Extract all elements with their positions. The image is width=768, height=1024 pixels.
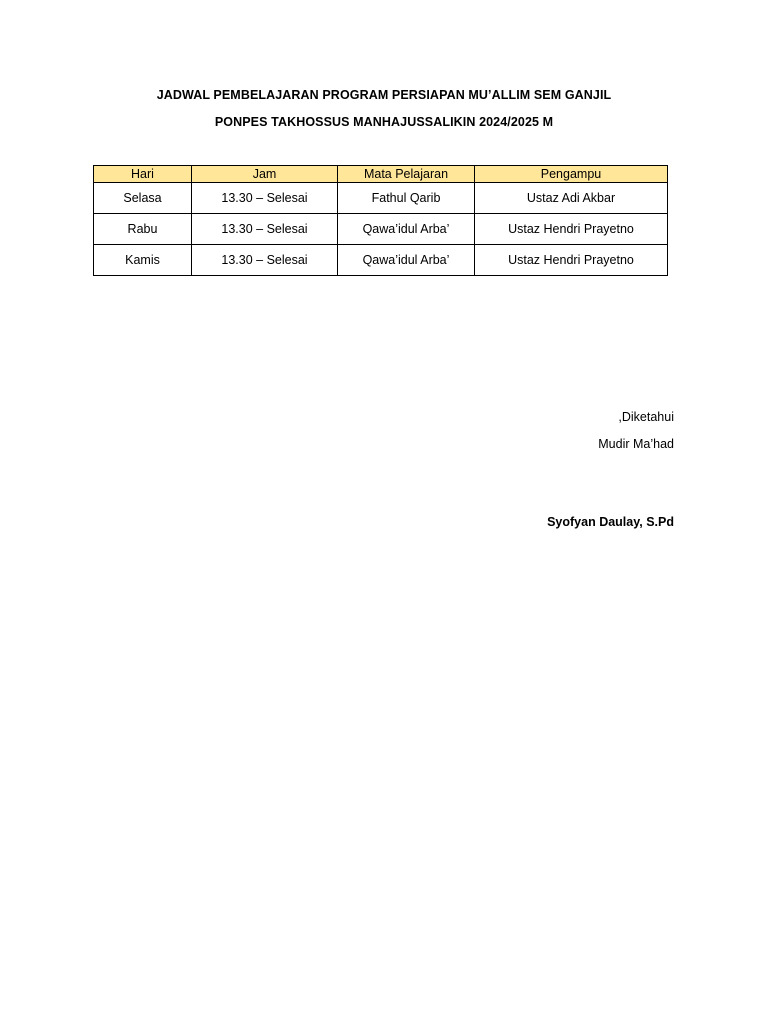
cell-hari: Selasa xyxy=(94,183,192,214)
cell-jam: 13.30 – Selesai xyxy=(192,214,338,245)
cell-mata-pelajaran: Qawa’idul Arba’ xyxy=(338,245,475,276)
signature-position: Mudir Ma’had xyxy=(598,437,674,451)
cell-mata-pelajaran: Qawa’idul Arba’ xyxy=(338,214,475,245)
table-header-row xyxy=(94,166,668,183)
cell-pengampu: Ustaz Hendri Prayetno xyxy=(475,214,668,245)
column-header-hari: Hari xyxy=(94,166,192,183)
column-header-jam: Jam xyxy=(192,166,338,183)
cell-hari: Kamis xyxy=(94,245,192,276)
column-header-mata-pelajaran: Mata Pelajaran xyxy=(338,166,475,183)
document-title: JADWAL PEMBELAJARAN PROGRAM PERSIAPAN MU’ALLIM SEM GANJIL xyxy=(156,88,612,102)
cell-mata-pelajaran: Fathul Qarib xyxy=(338,183,475,214)
cell-hari: Rabu xyxy=(94,214,192,245)
signature-name: Syofyan Daulay, S.Pd xyxy=(547,515,674,529)
table-row xyxy=(94,183,668,214)
cell-pengampu: Ustaz Hendri Prayetno xyxy=(475,245,668,276)
table-row xyxy=(94,214,668,245)
document-subtitle: PONPES TAKHOSSUS MANHAJUSSALIKIN 2024/2025 M xyxy=(214,115,554,129)
column-header-pengampu: Pengampu xyxy=(475,166,668,183)
cell-pengampu: Ustaz Adi Akbar xyxy=(475,183,668,214)
schedule-table xyxy=(93,165,668,276)
cell-jam: 13.30 – Selesai xyxy=(192,183,338,214)
signature-known-by: ,Diketahui xyxy=(618,410,674,424)
cell-jam: 13.30 – Selesai xyxy=(192,245,338,276)
table-row xyxy=(94,245,668,276)
